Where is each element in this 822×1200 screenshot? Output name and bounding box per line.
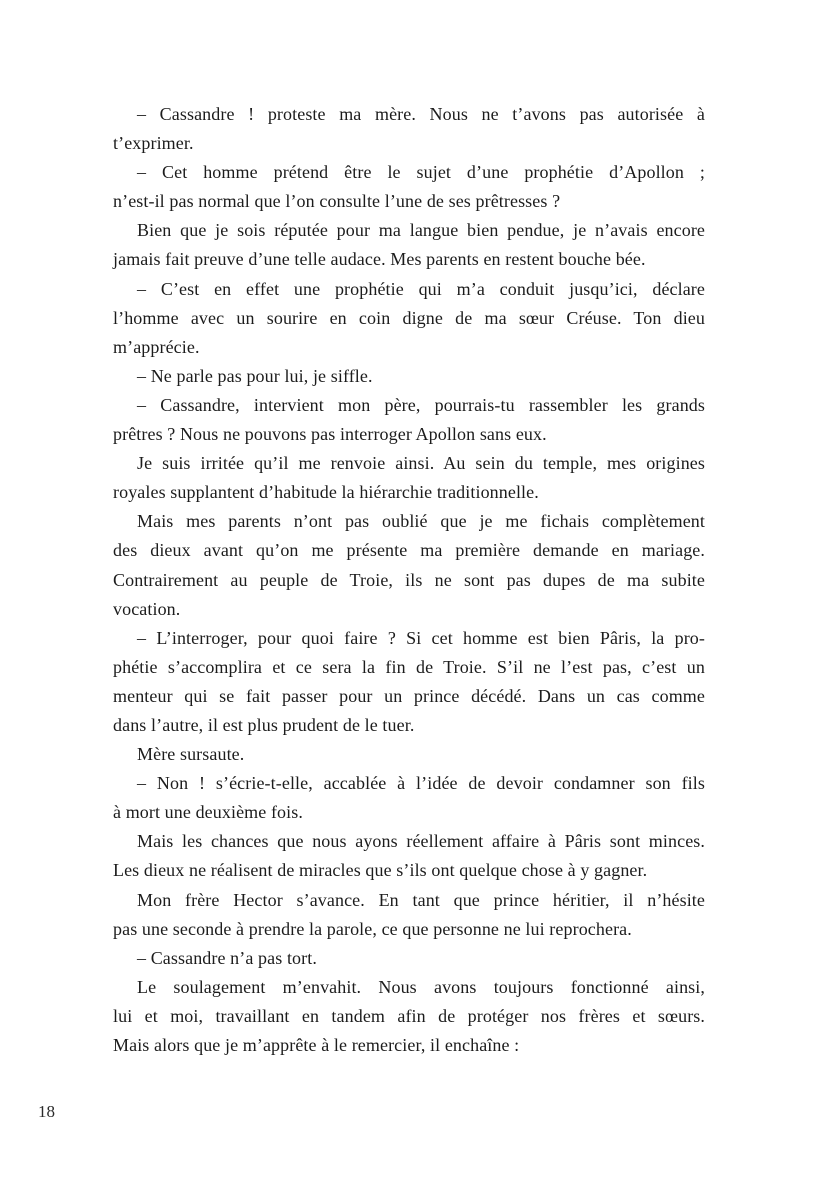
text-line: royales supplantent d’habitude la hiérarchie traditionnelle. (113, 482, 539, 503)
text-line: Le soulagement m’envahit. Nous avons toujours fonctionné ainsi, (137, 976, 705, 997)
text-line: – Cassandre n’a pas tort. (137, 947, 317, 968)
text-line: Mère sursaute. (137, 744, 245, 765)
text-line: Mon frère Hector s’avance. En tant que prince héritier, il n’hésite (137, 889, 705, 910)
text-line: – C’est en effet une prophétie qui m’a conduit jusqu’ici, déclare (137, 278, 705, 299)
text-column (113, 100, 705, 1060)
text-line: Mais alors que je m’apprête à le remercier, il enchaîne : (113, 1035, 520, 1055)
text-line: dans l’autre, il est plus prudent de le tuer. (113, 714, 415, 735)
text-line: Mais les chances que nous ayons réellement affaire à Pâris sont minces. (137, 831, 705, 852)
text-line: des dieux avant qu’on me présente ma première demande en mariage. (113, 540, 705, 561)
text-line: à mort une deuxième fois. (113, 802, 303, 823)
text-line: – L’interroger, pour quoi faire ? Si cet homme est bien Pâris, la pro- (137, 627, 705, 648)
page-number: 18 (38, 1102, 55, 1121)
text-line: Contrairement au peuple de Troie, ils ne sont pas dupes de ma subite (113, 569, 705, 590)
text-line: – Ne parle pas pour lui, je siffle. (137, 365, 373, 386)
text-line: jamais fait preuve d’une telle audace. Mes parents en restent bouche bée. (113, 249, 646, 270)
text-line: Mais mes parents n’ont pas oublié que je me fichais complètement (137, 511, 705, 532)
text-line: t’exprimer. (113, 133, 194, 154)
text-line: Bien que je sois réputée pour ma langue bien pendue, je n’avais encore (137, 220, 705, 241)
text-line: menteur qui se fait passer pour un prince décédé. Dans un cas comme (113, 685, 705, 706)
text-line: n’est-il pas normal que l’on consulte l’une de ses prêtresses ? (113, 191, 561, 212)
text-line: pas une seconde à prendre la parole, ce que personne ne lui reprochera. (113, 918, 632, 939)
text-line: phétie s’accomplira et ce sera la fin de Troie. S’il ne l’est pas, c’est un (113, 656, 705, 677)
text-line: Les dieux ne réalisent de miracles que s’ils ont quelque chose à y gagner. (113, 860, 648, 881)
text-line: – Cassandre ! proteste ma mère. Nous ne t’avons pas autorisée à (137, 104, 705, 124)
text-line: – Cassandre, intervient mon père, pourrais-tu rassembler les grands (137, 394, 705, 415)
text-line: m’apprécie. (113, 336, 200, 357)
text-line: l’homme avec un sourire en coin digne de ma sœur Créuse. Ton dieu (113, 307, 705, 328)
text-line: Je suis irritée qu’il me renvoie ainsi. Au sein du temple, mes origines (137, 453, 705, 474)
text-line: lui et moi, travaillant en tandem afin de protéger nos frères et sœurs. (113, 1005, 705, 1026)
text-line: prêtres ? Nous ne pouvons pas interroger Apollon sans eux. (113, 424, 547, 445)
text-line: – Non ! s’écrie-t-elle, accablée à l’idée de devoir condamner son fils (137, 773, 705, 794)
text-line: – Cet homme prétend être le sujet d’une prophétie d’Apollon ; (137, 162, 705, 183)
text-line: vocation. (113, 598, 181, 619)
